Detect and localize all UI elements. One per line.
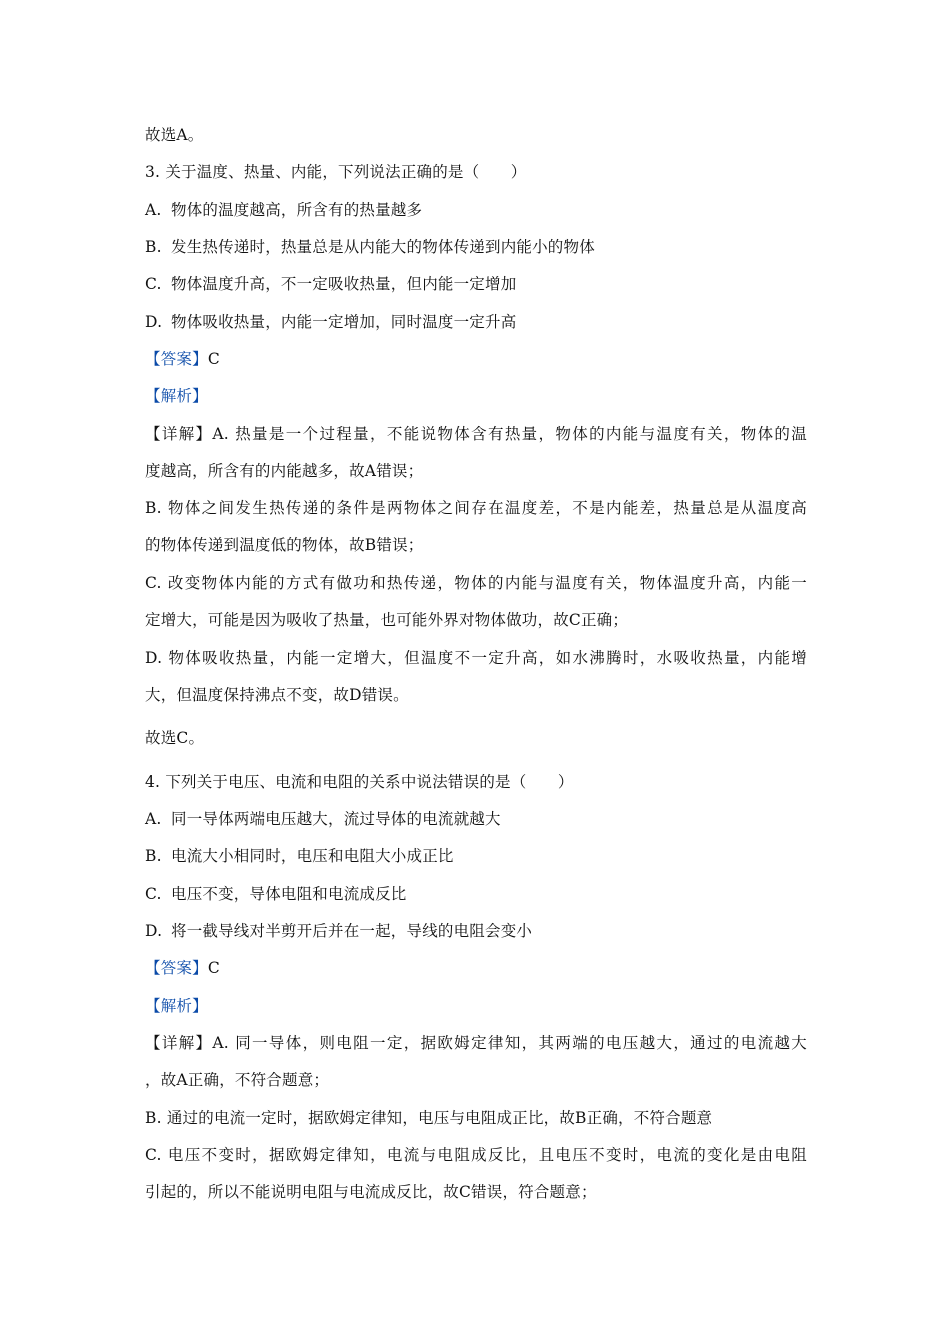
- q3-analysis-heading: [145, 386, 208, 406]
- q4-detail-line-1: [145, 1033, 807, 1053]
- answer-value: C: [207, 959, 220, 977]
- q3-detail-line-1: [145, 424, 807, 444]
- q4-option-c: [145, 884, 407, 904]
- q3-option-b: [145, 237, 595, 257]
- answer-tag: 【答案】: [145, 959, 208, 977]
- q3-detail-line-5: C. 改变物体内能的方式有做功和热传递，物体的内能与温度有关，物体温度升高，内能一: [145, 574, 807, 592]
- option-letter: D.: [145, 922, 163, 940]
- detail-text: A. 热量是一个过程量，不能说物体含有热量，物体的内能与温度有关，物体的温: [212, 425, 807, 443]
- option-letter: A.: [145, 810, 162, 828]
- q4-detail-line-4: C. 电压不变时，据欧姆定律知，电流与电阻成反比，且电压不变时，电流的变化是由电阻: [145, 1146, 807, 1164]
- option-letter: B.: [145, 847, 162, 865]
- q3-detail-line-4: 的物体传递到温度低的物体，故B错误；: [145, 536, 424, 554]
- detail-tag: 【详解】: [145, 1034, 213, 1052]
- answer-tag: 【答案】: [145, 350, 208, 368]
- q3-option-a: [145, 200, 422, 220]
- answer-value: C: [207, 350, 220, 368]
- q3-detail-line-2: 度越高，所含有的内能越多，故A错误；: [145, 462, 424, 480]
- q4-option-b: [145, 846, 454, 866]
- analysis-tag: 【解析】: [145, 997, 208, 1015]
- q4-analysis-heading: [145, 996, 208, 1016]
- q3-detail-line-7: D. 物体吸收热量，内能一定增大，但温度不一定升高，如水沸腾时，水吸收热量，内能增: [145, 649, 807, 667]
- question-3-stem: 3. 关于温度、热量、内能，下列说法正确的是（ ）: [145, 163, 527, 181]
- q3-detail-line-3: B. 物体之间发生热传递的条件是两物体之间存在温度差，不是内能差，热量总是从温度高: [145, 499, 807, 517]
- conclusion-previous: 故选A。: [145, 126, 204, 144]
- analysis-tag: 【解析】: [145, 387, 208, 405]
- option-text: 物体的温度越高，所含有的热量越多: [171, 201, 423, 219]
- q4-answer: [145, 958, 220, 978]
- option-text: 同一导体两端电压越大，流过导体的电流就越大: [171, 810, 501, 828]
- option-letter: C.: [145, 275, 162, 293]
- option-letter: A.: [145, 201, 162, 219]
- option-text: 将一截导线对半剪开后并在一起，导线的电阻会变小: [171, 922, 533, 940]
- q3-detail-line-8: 大，但温度保持沸点不变，故D错误。: [145, 686, 409, 704]
- q3-option-d: [145, 312, 516, 332]
- option-text: 发生热传递时，热量总是从内能大的物体传递到内能小的物体: [171, 238, 595, 256]
- option-letter: B.: [145, 238, 162, 256]
- option-letter: C.: [145, 885, 162, 903]
- q3-answer: [145, 349, 220, 369]
- option-letter: D.: [145, 313, 163, 331]
- q3-detail-line-6: 定增大，可能是因为吸收了热量，也可能外界对物体做功，故C正确；: [145, 611, 629, 629]
- q4-option-a: [145, 809, 501, 829]
- option-text: 物体温度升高，不一定吸收热量，但内能一定增加: [171, 275, 517, 293]
- option-text: 物体吸收热量，内能一定增加，同时温度一定升高: [171, 313, 517, 331]
- detail-tag: 【详解】: [145, 425, 213, 443]
- question-4-stem: 4. 下列关于电压、电流和电阻的关系中说法错误的是（ ）: [145, 773, 574, 791]
- q4-detail-line-3: B. 通过的电流一定时，据欧姆定律知，电压与电阻成正比，故B正确，不符合题意: [145, 1109, 713, 1127]
- q3-conclusion: 故选C。: [145, 729, 205, 747]
- option-text: 电流大小相同时，电压和电阻大小成正比: [171, 847, 454, 865]
- q4-detail-line-2: ，故A正确，不符合题意；: [145, 1071, 330, 1089]
- q3-option-c: [145, 274, 516, 294]
- q4-detail-line-5: 引起的，所以不能说明电阻与电流成反比，故C错误，符合题意；: [145, 1183, 597, 1201]
- option-text: 电压不变，导体电阻和电流成反比: [171, 885, 407, 903]
- detail-text: A. 同一导体，则电阻一定，据欧姆定律知，其两端的电压越大，通过的电流越大: [212, 1034, 807, 1052]
- q4-option-d: [145, 921, 532, 941]
